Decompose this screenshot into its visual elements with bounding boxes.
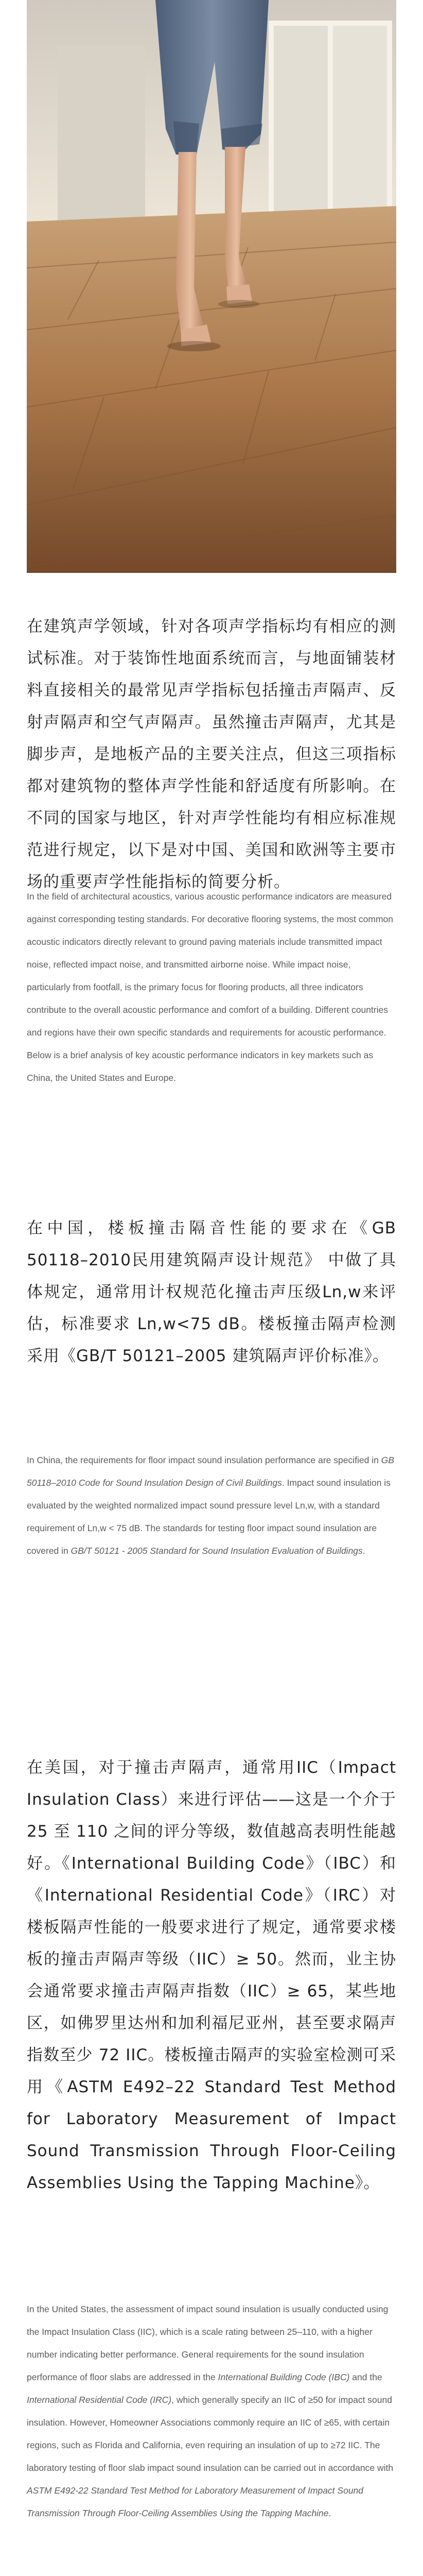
hero-photo-illustration xyxy=(27,0,396,573)
us-text-en xyxy=(27,2298,396,2524)
china-en-standard-gb50118: GB 50118–2010 Code for Sound Insulation Design of Civil Buildings xyxy=(27,1455,394,1488)
china-en-part-3: . xyxy=(362,1546,365,1556)
us-paragraph-zh xyxy=(27,1752,396,2199)
us-en-part-4: . xyxy=(328,2508,331,2518)
us-en-standard-irc: International Residential Code (IRC) xyxy=(27,2395,172,2405)
hero-photo xyxy=(27,0,396,573)
us-en-part-3: , which generally specify an IIC of ≥50 for impact sound insulation. However, Homeowner Associations commonly require an IIC of ≥65, with certain regions, such as Florida and California, even requiring an insulation of up to ≥72 IIC. The laboratory testing of floor slab impact sound insulation can be carried out in accordance with xyxy=(27,2395,394,2473)
intro-paragraph-zh xyxy=(27,611,396,898)
china-en-standard-gb50121: GB/T 50121 - 2005 Standard for Sound Insulation Evaluation of Buildings xyxy=(70,1546,363,1556)
china-en-part-2: . Impact sound insulation is evaluated by the weighted normalized impact sound pressure level Ln,w, with a standard requirement of Ln,w < 75 dB. The standards for testing floor impact sound insulation are covered in xyxy=(27,1478,391,1556)
us-paragraph-en xyxy=(27,2298,396,2524)
intro-paragraph-en xyxy=(27,885,396,1089)
us-en-standard-astm-e492: ASTM E492-22 Standard Test Method for Laboratory Measurement of Impact Sound Transmission Through Floor-Ceiling Assemblies Using the Tapping Machine xyxy=(27,2485,364,2518)
intro-text-en: In the field of architectural acoustics, various acoustic performance indicators are measured against corresponding testing standards. For decorative flooring systems, the most common acoustic indicators directly relevant to ground paving materials include transmitted impact noise, reflected impact noise, and transmitted airborne noise. While impact noise, particularly from footfall, is the primary focus for flooring products, all three indicators contribute to the overall acoustic performance and comfort of a building. Different countries and regions have their own specific standards and requirements for acoustic performance. Below is a brief analysis of key acoustic performance indicators in key markets such as China, the United States and Europe. xyxy=(27,891,394,1083)
china-paragraph-en xyxy=(27,1449,396,1562)
china-text-en xyxy=(27,1449,396,1562)
us-en-part-1: In the United States, the assessment of impact sound insulation is usually conducted using the Impact Insulation Class (IIC), which is a scale rating between 25–110, with a higher number indicating better performance. General requirements for the sound insulation performance of floor slabs are addressed in the xyxy=(27,2304,389,2382)
intro-text-zh: 在建筑声学领域，针对各项声学指标均有相应的测试标准。对于装饰性地面系统而言，与地面铺装材料直接相关的最常见声学指标包括撞击声隔声、反射声隔声和空气声隔声。虽然撞击声隔声，尤其是脚步声，是地板产品的主要关注点，但这三项指标都对建筑物的整体声学性能和舒适度有所影响。在不同的国家与地区，针对声学性能均有相应标准规范进行规定，以下是对中国、美国和欧洲等主要市场的重要声学性能指标的简要分析。 xyxy=(27,617,396,891)
us-en-standard-ibc: International Building Code (IBC) xyxy=(218,2372,350,2382)
us-text-zh: 在美国，对于撞击声隔声，通常用IIC（Impact Insulation Class）来进行评估——这是一个介于 25 至 110 之间的评分等级，数值越高表明性能越好。《International Building Code》（IBC）和《International Residential Code》（IRC）对楼板隔声性能的一般要求进行了规定，通常要求楼板的撞击声隔声等级（IIC）≥ 50。然而，业主协会通常要求撞击声隔声指数（IIC）≥ 65，某些地区，如佛罗里达州和加利福尼亚州，甚至要求隔声指数至少 72 IIC。楼板撞击隔声的实验室检测可采用《ASTM E492–22 Standard Test Method for Laboratory Measurement of Impact Sound Transmission Through Floor-Ceiling Assemblies Using the Tapping Machine》。 xyxy=(27,1758,396,2192)
china-paragraph-zh xyxy=(27,1212,396,1372)
china-text-zh: 在中国，楼板撞击隔音性能的要求在《GB 50118–2010民用建筑隔声设计规范》 中做了具体规定，通常用计权规范化撞击声压级Ln,w来评估，标准要求 Ln,w<75 dB。楼板撞击隔声检测采用《GB/T 50121–2005 建筑隔声评价标准》。 xyxy=(27,1219,396,1365)
china-en-part-1: In China, the requirements for floor impact sound insulation performance are specified in xyxy=(27,1455,381,1465)
us-en-part-2: and the xyxy=(349,2372,382,2382)
